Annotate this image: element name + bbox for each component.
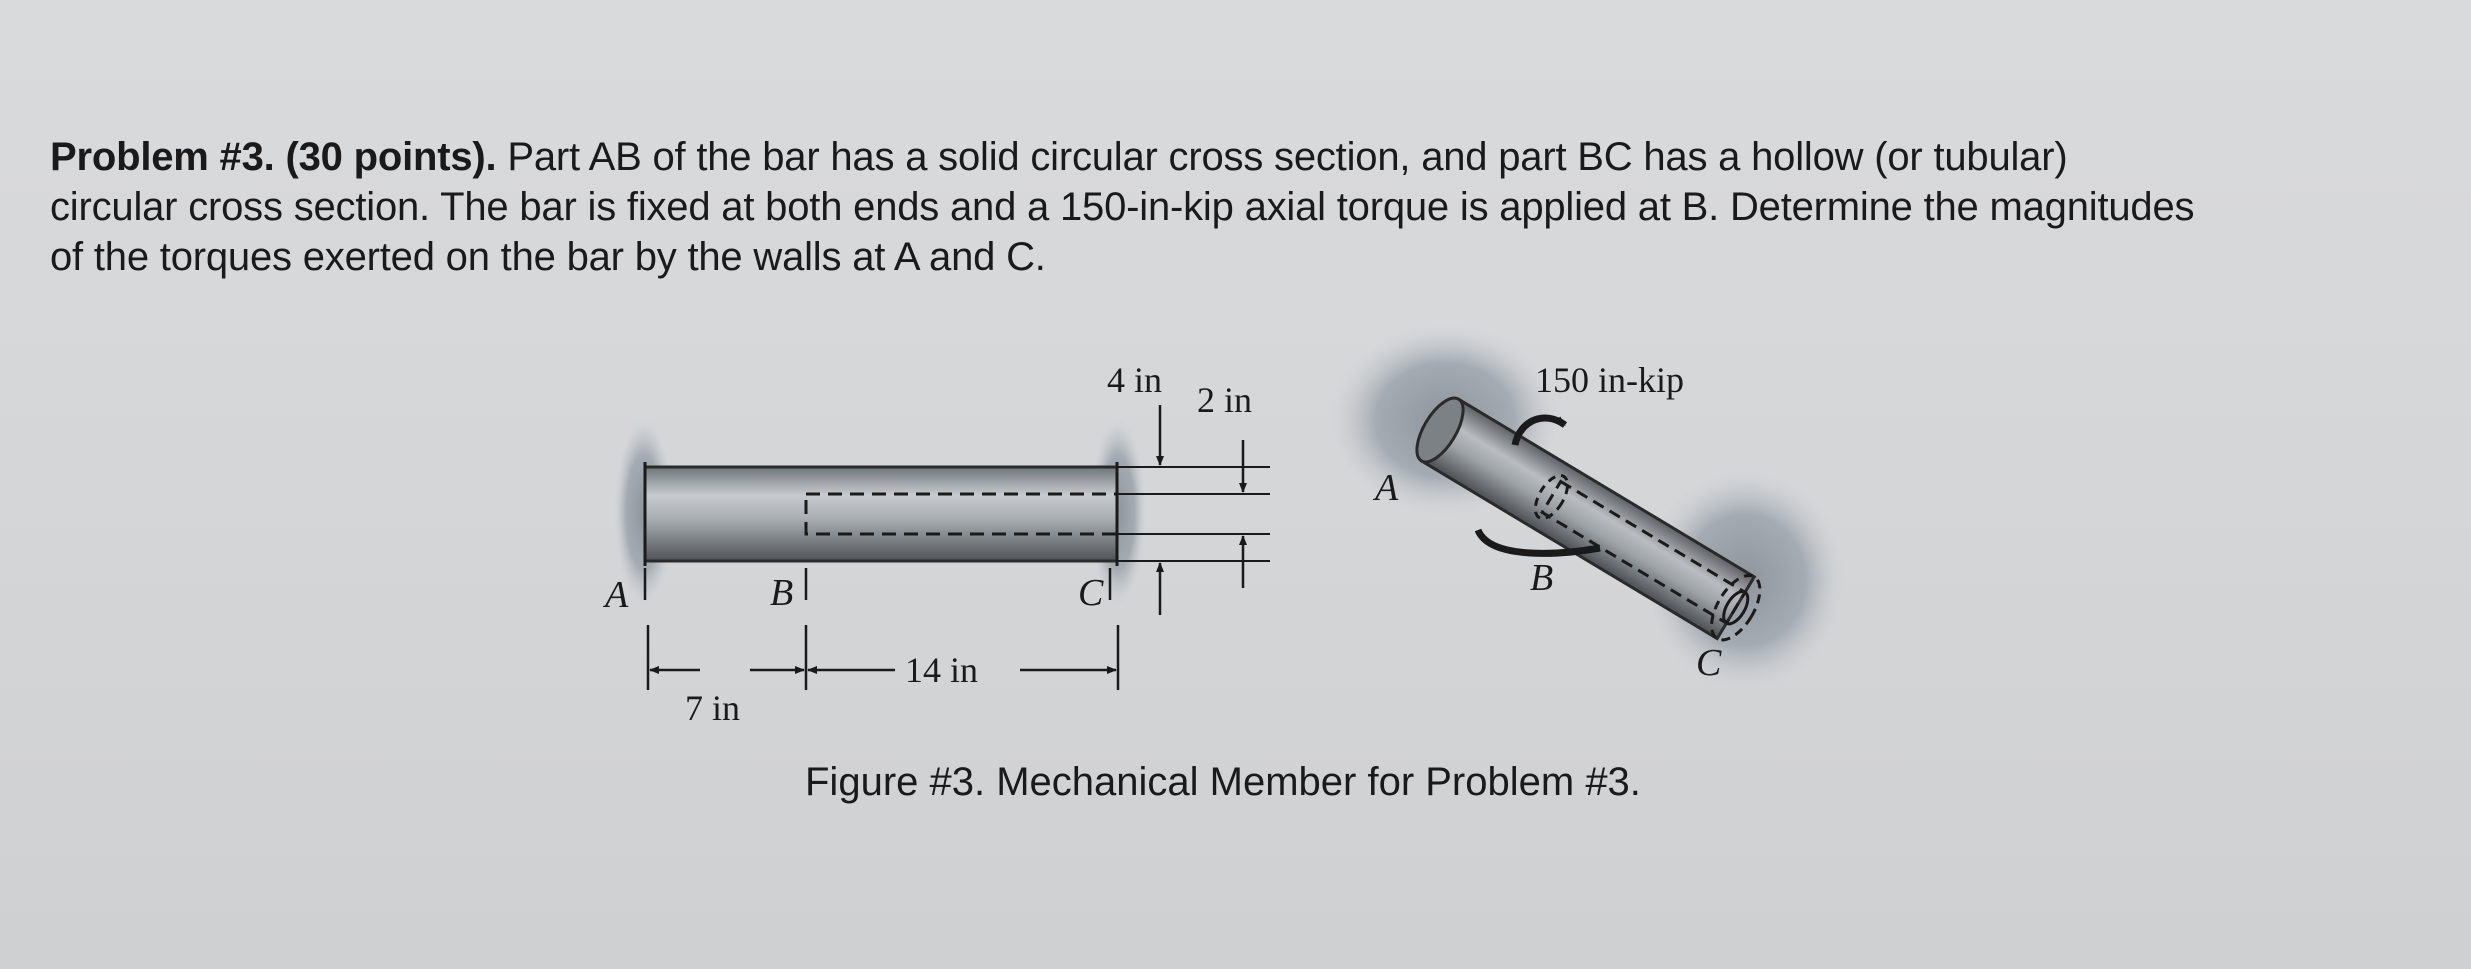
iso-label-b: B [1530, 557, 1554, 599]
isometric-view [1330, 325, 1845, 690]
torque-label: 150 in-kip [1535, 360, 1684, 400]
problem-line-1-text: Part AB of the bar has a solid circular cross section, and part BC has a hollow (or tubular) [496, 135, 2068, 179]
side-label-b: B [770, 572, 794, 614]
side-label-c: C [1078, 572, 1104, 614]
problem-line-2: circular cross section. The bar is fixed at both ends and a 150-in-kip axial torque is applied at B. Determine the magnitudes [50, 185, 2195, 229]
side-label-a: A [605, 574, 629, 616]
bar-side [645, 467, 1117, 561]
problem-heading: Problem #3. (30 points). [50, 135, 497, 179]
dim-bc-label: 14 in [905, 650, 979, 690]
dim-outer-label: 4 in [1107, 360, 1163, 400]
dim-inner-label: 2 in [1197, 380, 1253, 420]
iso-label-c: C [1696, 642, 1722, 684]
dim-ab-label: 7 in [685, 688, 741, 728]
figure-caption: Figure #3. Mechanical Member for Problem #3. [805, 760, 1641, 804]
side-view [602, 360, 1270, 728]
problem-line-3: of the torques exerted on the bar by the walls at A and C. [50, 235, 1046, 279]
iso-label-a: A [1375, 467, 1399, 509]
